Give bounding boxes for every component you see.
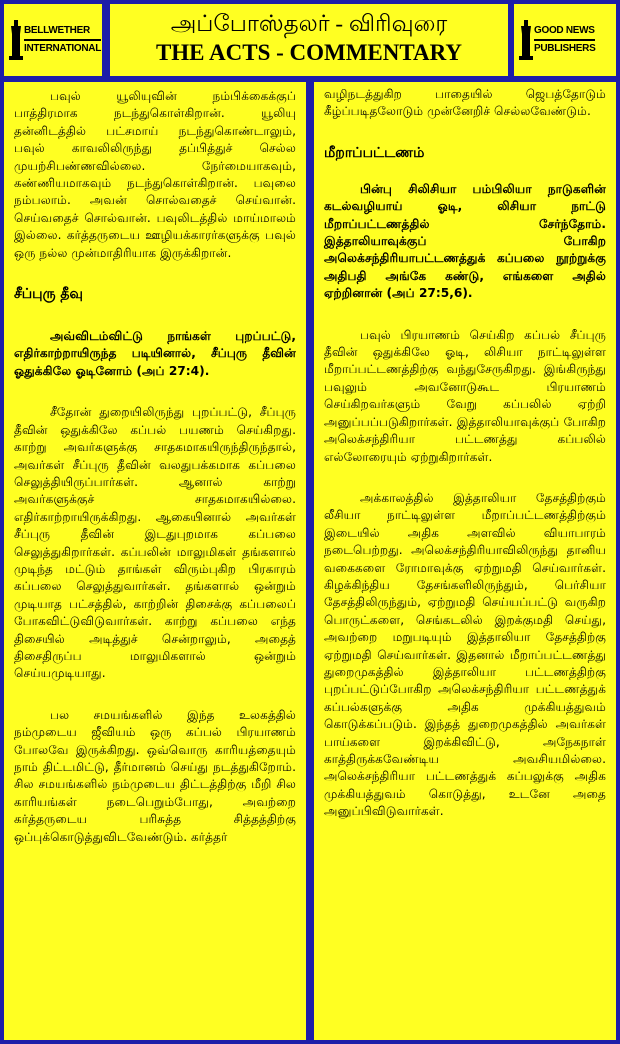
scripture-quote-acts-27-4: அவ்விடம்விட்டு நாங்கள் புறப்பட்டு, எதிர்காற்றாயிருந்த படியினால், சீப்புரு தீவின் ஓதுக்கிலே ஓடினோம் (அப் 27:4). <box>14 329 296 378</box>
left-paragraph-2: சீதோன் துறையிலிருந்து புறப்பட்டு, சீப்புரு தீவின் ஒதுக்கிலே கப்பல் பயணம் செய்கிறது. காற்று அவர்களுக்கு சாதகமாகயிருந்திருந்தால், அவர்கள் சீப்புரு தீவின் வலதுபக்கமாக கப்பலை செலுத்தியிருப்பார்கள். ஆனால் காற்று அவர்களுக்குச் சாதகமாகயில்லை. எதிர்காற்றாயிருக்கிறது. ஆகையினால் அவர்கள் சீப்புரு தீவின் இடதுபுறமாக கப்பலை செலுத்துகிறார்கள். கப்பலின் மாலுமிகள் தங்களால் முடிந்த மட்டும் தாங்கள் விரும்புகிற பிரகாரம் கப்பலை செலுத்துவார்கள். தங்களால் ஒன்றும் முடியாத பட்சத்தில், காற்றின் திசைக்கு கப்பலைப் போகவிட்டுவிடுவார்கள். காற்று கப்பலை எந்த திசையில் அடித்துச் சென்றாலும், அதைத் திசைதிருப்ப மாலுமிகளால் ஒன்றும் செய்யமுடியாது. <box>14 405 296 681</box>
logo-left-line2: INTERNATIONAL <box>24 43 102 54</box>
logo-right-line1: GOOD NEWS <box>534 23 595 41</box>
title-english: THE ACTS - COMMENTARY <box>155 40 463 65</box>
logo-left-line1: BELLWETHER <box>24 23 101 41</box>
right-paragraph-2: பவுல் பிரயாணம் செய்கிற கப்பல் சீப்புரு தீவின் ஒதுக்கிலே ஓடி, லிசியா நாட்டிலுள்ள மீறாப்பட்டணத்திற்கு வந்துசேருகிறது. இங்கிருந்து பவுலும் அவனோடுகூட பிரயாணம் செய்கிறவர்களும் வேறு கப்பலில் ஏற்றி அனுப்பப்படுகிறார்கள். இத்தாலியாவுக்குப் போகிற அலெக்சந்திரியா பட்டணத்து கப்பலில் எல்லோரையும் ஏற்றுகிறார்கள். <box>324 327 606 464</box>
left-column <box>4 82 306 1040</box>
bell-tower-icon <box>8 20 24 60</box>
title-tamil: அப்போஸ்தலர் - விரிவுரை <box>170 11 448 36</box>
title-block <box>110 4 508 76</box>
right-paragraph-3: அக்காலத்தில் இத்தாலியா தேசத்திற்கும் லீசியா நாட்டிலுள்ள மீறாப்பட்டணத்திற்கும் இடையில் அதிக அளவில் வியாபாரம் நடைபெற்றது. அலெக்சந்திரியாவிலிருந்து தானிய வகைகளை ரோமாவுக்கு ஏற்றுமதி செய்வார்கள். கிழக்கிந்திய தேசங்களிலிருந்தும், பெர்சியா தேசத்திலிருந்தும், ஏற்றுமதி செய்யப்பட்டு வருகிற பொருட்களை, செங்கடலில் இறக்குமதி செய்து, அவற்றை மறுபடியும் இத்தாலியா தேசத்திற்கு ஏற்றுமதி செய்வார்கள். இதனால் மீறாப்பட்டணத்து துறைமுகத்தில் இத்தாலியா பட்டணத்திற்கு புறப்பட்டுப்போகிற அலெக்சந்திரியா பட்டணத்துக் கப்பல்களுக்கு அதிக முக்கியத்துவம் கொடுக்கப்படும். இந்தத் துறைமுகத்தில் அவர்கள் பாய்களை இறக்கிவிட்டு, அநேகநாள் காத்திருக்கவேண்டிய அவசியமில்லை. அலெக்சந்திரியா பட்டணத்துக் கப்பலுக்கு அதிக முக்கியத்துவம் கொடுத்து, உடனே அதை அனுப்பிவிடுவார்கள். <box>324 490 606 819</box>
right-paragraph-1: வழிநடத்துகிற பாதையில் ஜெபத்தோடும் கீழ்ப்படிதலோடும் முன்னேறிச் செல்லவேண்டும். <box>324 87 606 119</box>
bellwether-logo <box>4 4 102 76</box>
right-column <box>314 82 616 1040</box>
scripture-quote-acts-27-5-6: பின்பு சிலிசியா பம்பிலியா நாடுகளின் கடல்வழியாய் ஓடி, லிசியா நாட்டு மீறாப்பட்டணத்தில் சேர்ந்தோம். இத்தாலியாவுக்குப் போகிற அலெக்சந்திரியாபட்டணத்துக் கப்பலை நூற்றுக்கு அதிபதி அங்கே கண்டு, எங்களை அதில் ஏற்றினான் (அப் 27:5,6). <box>324 181 606 301</box>
left-paragraph-3: பல சமயங்களில் இந்த உலகத்தில் நம்முடைய ஜீவியம் ஒரு கப்பல் பிரயாணம் போலவே இருக்கிறது. ஒவ்வொரு காரியத்தையும் நாம் திட்டமிட்டு, தீர்மானம் செய்து நடத்துகிறோம். சில சமயங்களில் நம்முடைய திட்டத்திற்கு மீறி சில காரியங்கள் நடைபெறும்போது, அவற்றை கர்த்தருடைய பரிசுத்த சித்தத்திற்கு ஒப்புக்கொடுத்துவிடவேண்டும். கர்த்தர் <box>14 707 296 844</box>
logo-right-line2: PUBLISHERS <box>534 43 596 54</box>
section-heading-myra: மீறாப்பட்டணம் <box>324 144 425 161</box>
good-news-logo <box>514 4 616 76</box>
section-heading-cyprus: சீப்புரு தீவு <box>14 286 83 303</box>
bell-tower-icon <box>518 20 534 60</box>
left-paragraph-1: பவுல் யூலியுவின் நம்பிக்கைக்குப் பாத்திரமாக நடந்துகொள்கிறான். யூலியு தன்னிடத்தில் பட்சமாய் நடந்துகொண்டாலும், பவுல் காவலிலிருந்து தப்பித்துச் செல்ல முயற்சிபண்ணவில்லை. நேர்மையாகவும், கண்ணியமாகவும் நடந்துகொள்கிறான். பவுலை நம்பலாம். அவன் சொல்வதைச் செய்வான். செய்வதைச் சொல்வான். பவுலிடத்தில் மாய்மாலம் இல்லை. கர்த்தருடைய ஊழியக்காரர்களுக்கு பவுல் ஒரு நல்ல முன்மாதிரியாக இருக்கிறான். <box>14 89 296 260</box>
